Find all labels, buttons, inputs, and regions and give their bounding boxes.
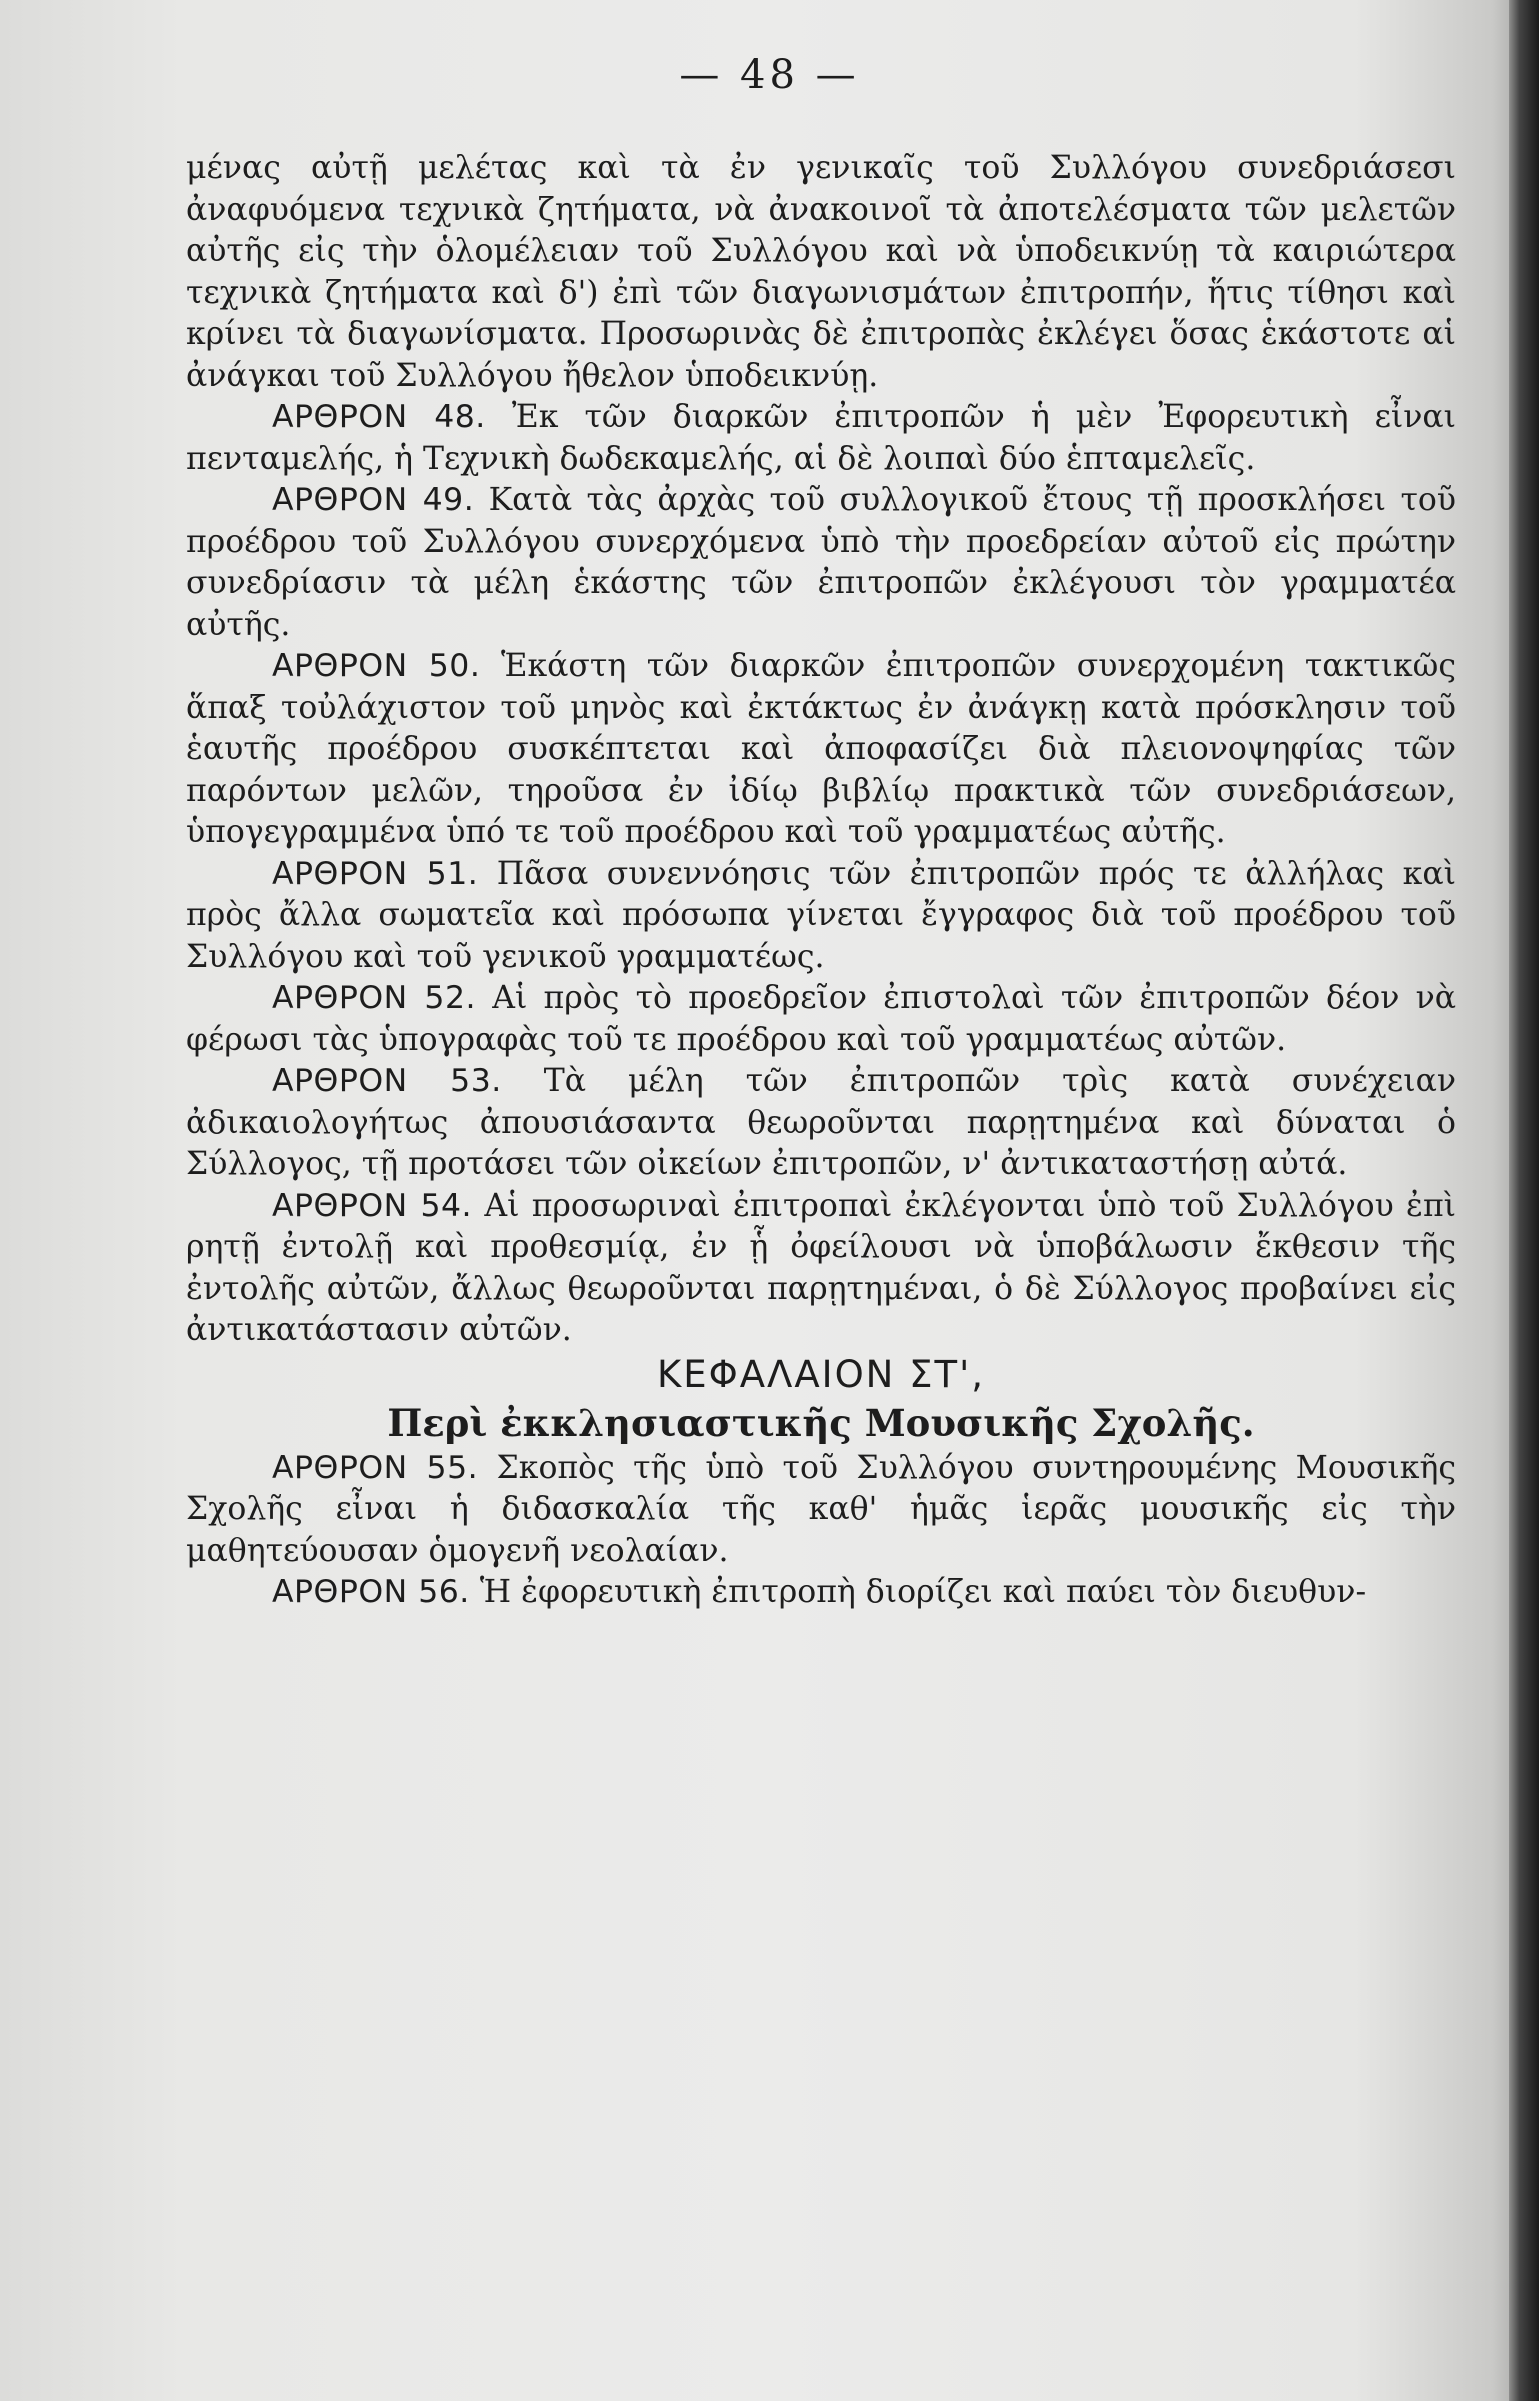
article-label: ΑΡΘΡΟΝ 51. bbox=[272, 855, 479, 892]
continued-paragraph bbox=[186, 148, 1456, 397]
article-label: ΑΡΘΡΟΝ 50. bbox=[272, 648, 481, 684]
article-label: ΑΡΘΡΟΝ 48. bbox=[272, 399, 486, 435]
body-text bbox=[186, 148, 1456, 1614]
article-54 bbox=[186, 1186, 1456, 1352]
article-label: ΑΡΘΡΟΝ 53. bbox=[272, 1063, 502, 1099]
article-text: Αἱ προσωριναὶ ἐπιτροπαὶ ἐκλέγονται ὑπὸ τοῦ Συλλόγου ἐπὶ ρητῇ ἐντολῇ καὶ προθεσμίᾳ, ἐν ᾗ ὀφείλουσι νὰ ὑποβάλωσιν ἔκθεσιν τῆς ἐντολῆς αὐτῶν, ἄλλως θεωροῦνται παρῃτημέναι, ὁ δὲ Σύλλογος προβαίνει εἰς ἀντικατάστασιν αὐτῶν. bbox=[186, 1187, 1456, 1348]
article-text: Κατὰ τὰς ἀρχὰς τοῦ συλλογικοῦ ἔτους τῇ προσκλήσει τοῦ προέδρου τοῦ Συλλόγου συνερχόμενα ὑπὸ τὴν προεδρείαν αὐτοῦ εἰς πρώτην συνεδρίασιν τὰ μέλη ἑκάστης τῶν ἐπιτροπῶν ἐκλέγουσι τὸν γραμματέα αὐτῆς. bbox=[186, 482, 1456, 643]
article-label: ΑΡΘΡΟΝ 49. bbox=[272, 482, 475, 518]
article-53 bbox=[186, 1061, 1456, 1186]
article-text: Αἱ πρὸς τὸ προεδρεῖον ἐπιστολαὶ τῶν ἐπιτροπῶν δέον νὰ φέρωσι τὰς ὑπογραφὰς τοῦ τε προέδρου καὶ τοῦ γραμματέως αὐτῶν. bbox=[186, 980, 1456, 1058]
article-55 bbox=[186, 1448, 1456, 1573]
article-text: Ἡ ἐφορευτικὴ ἐπιτροπὴ διορίζει καὶ παύει τὸν διευθυν- bbox=[479, 1574, 1367, 1610]
article-label: ΑΡΘΡΟΝ 56. bbox=[272, 1574, 470, 1610]
article-text: Πᾶσα συνεννόησις τῶν ἐπιτροπῶν πρός τε ἀλλήλας καὶ πρὸς ἄλλα σωματεῖα καὶ πρόσωπα γίνεται ἔγγραφος διὰ τοῦ προέδρου τοῦ Συλλόγου καὶ τοῦ γενικοῦ γραμματέως. bbox=[186, 855, 1456, 975]
article-56 bbox=[186, 1572, 1456, 1614]
article-48 bbox=[186, 397, 1456, 480]
article-49 bbox=[186, 480, 1456, 646]
article-text: Τὰ μέλη τῶν ἐπιτροπῶν τρὶς κατὰ συνέχειαν ἀδικαιολογήτως ἀπουσιάσαντα θεωροῦνται παρῃτημένα καὶ δύναται ὁ Σύλλογος, τῇ προτάσει τῶν οἰκείων ἐπιτροπῶν, ν' ἀντικαταστήσῃ αὐτά. bbox=[186, 1063, 1456, 1182]
paragraph-text: μένας αὐτῇ μελέτας καὶ τὰ ἐν γενικαῖς τοῦ Συλλόγου συνεδριάσεσι ἀναφυόμενα τεχνικὰ ζητήματα, νὰ ἀνακοινοῖ τὰ ἀποτελέσματα τῶν μελετῶν αὐτῆς εἰς τὴν ὁλομέλειαν τοῦ Συλλόγου καὶ νὰ ὑποδεικνύῃ τὰ καιριώτερα τεχνικὰ ζητήματα καὶ δ') ἐπὶ τῶν διαγωνισμάτων ἐπιτροπήν, ἥτις τίθησι καὶ κρίνει τὰ διαγωνίσματα. Προσωρινὰς δὲ ἐπιτροπὰς ἐκλέγει ὅσας ἑκάστοτε αἱ ἀνάγκαι τοῦ Συλλόγου ἤθελον ὑποδεικνύῃ. bbox=[186, 150, 1456, 394]
chapter-title: ΚΕΦΑΛΑΙΟΝ ΣΤ', bbox=[656, 1352, 986, 1396]
chapter-subtitle: Περὶ ἐκκλησιαστικῆς Μουσικῆς Σχολῆς. bbox=[387, 1400, 1255, 1445]
article-51 bbox=[186, 854, 1456, 979]
article-label: ΑΡΘΡΟΝ 54. bbox=[272, 1187, 473, 1224]
article-text: Σκοπὸς τῆς ὑπὸ τοῦ Συλλόγου συντηρουμένης Μουσικῆς Σχολῆς εἶναι ἡ διδασκαλία τῆς καθ' ἡμᾶς ἱερᾶς μουσικῆς εἰς τὴν μαθητεύουσαν ὁμογενῆ νεολαίαν. bbox=[186, 1449, 1456, 1569]
book-gutter-shadow bbox=[1509, 0, 1539, 2401]
article-52 bbox=[186, 978, 1456, 1061]
article-label: ΑΡΘΡΟΝ 52. bbox=[272, 980, 477, 1016]
article-text: Ἐκ τῶν διαρκῶν ἐπιτροπῶν ἡ μὲν Ἐφορευτικὴ εἶναι πενταμελής, ἡ Τεχνικὴ δωδεκαμελής, αἱ δὲ λοιπαὶ δύο ἑπταμελεῖς. bbox=[186, 399, 1457, 477]
article-50 bbox=[186, 646, 1456, 854]
page-number: — 48 — bbox=[679, 52, 860, 98]
article-label: ΑΡΘΡΟΝ 55. bbox=[272, 1449, 479, 1486]
article-text: Ἑκάστη τῶν διαρκῶν ἐπιτροπῶν συνερχομένη τακτικῶς ἅπαξ τοὐλάχιστον τοῦ μηνὸς καὶ ἐκτάκτως ἐν ἀνάγκῃ κατὰ πρόσκλησιν τοῦ ἑαυτῆς προέδρου συσκέπτεται καὶ ἀποφασίζει διὰ πλειονοψηφίας τῶν παρόντων μελῶν, τηροῦσα ἐν ἰδίῳ βιβλίῳ πρακτικὰ τῶν συνεδριάσεων, ὑπογεγραμμένα ὑπό τε τοῦ προέδρου καὶ τοῦ γραμματέως αὐτῆς. bbox=[186, 648, 1456, 850]
